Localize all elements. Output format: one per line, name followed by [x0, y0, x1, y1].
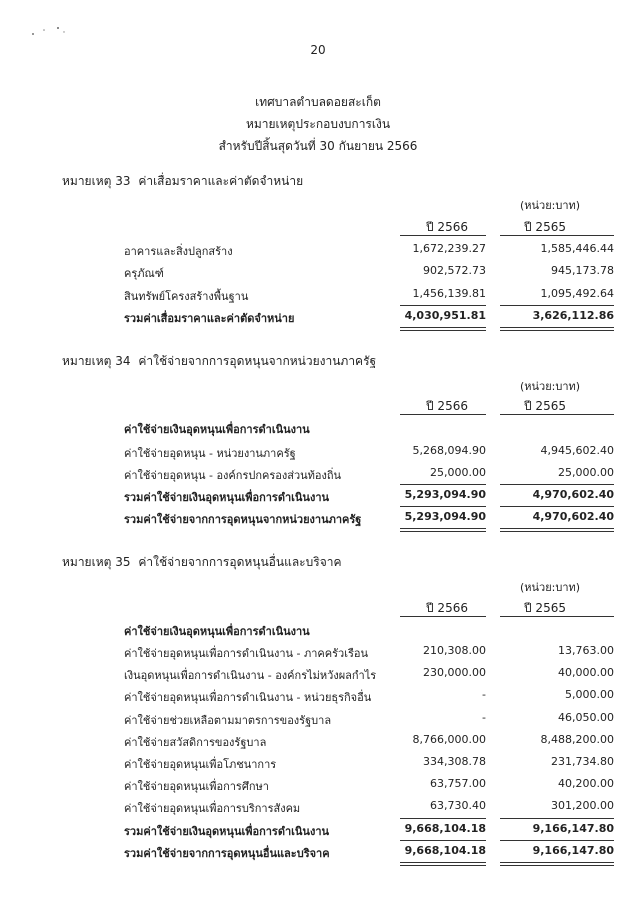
row-label: ครุภัณฑ์ [124, 267, 164, 280]
table-row [0, 733, 636, 751]
double-underline [400, 528, 486, 532]
value-2565: 40,200.00 [558, 777, 614, 790]
note-33-number: หมายเหตุ 33 [62, 174, 131, 188]
total-2565: 4,970,602.40 [532, 510, 614, 523]
total-label: รวมค่าใช้จ่ายจากการอุดหนุนจากหน่วยงานภาครัฐ [124, 513, 362, 526]
org-name: เทศบาลตำบลดอยสะเก็ต [255, 95, 381, 109]
row-label: ค่าใช้จ่ายสวัสดิการของรัฐบาล [124, 736, 267, 749]
value-2566: 230,000.00 [423, 666, 486, 679]
total-2565: 3,626,112.86 [532, 309, 614, 322]
table-row [0, 264, 636, 282]
total-row [0, 844, 636, 862]
row-label: ค่าใช้จ่ายอุดหนุนเพื่อโภชนาการ [124, 758, 277, 771]
value-2565: 301,200.00 [551, 799, 614, 812]
subtotal-row [0, 488, 636, 506]
note-33-unit: (หน่วย:บาท) [520, 199, 581, 212]
note-35-year-2565: ปี 2565 [524, 601, 566, 615]
note-35-subheading: ค่าใช้จ่ายเงินอุดหนุนเพื่อการดำเนินงาน [124, 625, 310, 638]
total-2566: 5,293,094.90 [404, 510, 486, 523]
row-label: อาคารและสิ่งปลูกสร้าง [124, 245, 233, 258]
total-row [0, 309, 636, 327]
row-label: ค่าใช้จ่ายอุดหนุน - องค์กรปกครองส่วนท้องถิ่น [124, 469, 342, 482]
header-underline [500, 414, 614, 415]
total-label: รวมค่าใช้จ่ายจากการอุดหนุนอื่นและบริจาค [124, 847, 330, 860]
header-underline [400, 235, 486, 236]
double-underline [400, 862, 486, 866]
value-2565: 945,173.78 [551, 264, 614, 277]
header-underline [500, 616, 614, 617]
subtotal-label: รวมค่าใช้จ่ายเงินอุดหนุนเพื่อการดำเนินงาน [124, 825, 330, 838]
page-number: 20 [310, 43, 326, 57]
sum-line [500, 506, 614, 507]
sum-line [400, 506, 486, 507]
note-34-year-2565: ปี 2565 [524, 399, 566, 413]
note-33-heading [62, 172, 303, 191]
row-label: ค่าใช้จ่ายอุดหนุนเพื่อการดำเนินงาน - ภาคครัวเรือน [124, 647, 369, 660]
value-2565: 1,095,492.64 [540, 287, 614, 300]
sum-line [400, 818, 486, 819]
value-2566: - [482, 711, 486, 724]
subtotal-label: รวมค่าใช้จ่ายเงินอุดหนุนเพื่อการดำเนินงาน [124, 491, 330, 504]
row-label: ค่าใช้จ่ายอุดหนุนเพื่อการดำเนินงาน - หน่วยธุรกิจอื่น [124, 691, 372, 704]
header-underline [400, 414, 486, 415]
table-row [0, 688, 636, 706]
table-row [0, 777, 636, 795]
header-underline [400, 616, 486, 617]
value-2566: 902,572.73 [423, 264, 486, 277]
value-2566: 210,308.00 [423, 644, 486, 657]
sum-line [400, 484, 486, 485]
note-35-title: ค่าใช้จ่ายจากการอุดหนุนอื่นและบริจาค [138, 555, 342, 569]
value-2565: 4,945,602.40 [540, 444, 614, 457]
value-2565: 231,734.80 [551, 755, 614, 768]
note-34-year-2566: ปี 2566 [426, 399, 468, 413]
note-35-year-2566: ปี 2566 [426, 601, 468, 615]
value-2566: - [482, 688, 486, 701]
row-label: ค่าใช้จ่ายช่วยเหลือตามมาตรการของรัฐบาล [124, 714, 332, 727]
note-34-title: ค่าใช้จ่ายจากการอุดหนุนจากหน่วยงานภาครัฐ [138, 354, 377, 368]
double-underline [500, 327, 614, 331]
value-2565: 25,000.00 [558, 466, 614, 479]
note-35-number: หมายเหตุ 35 [62, 555, 131, 569]
table-row [0, 466, 636, 484]
document-title: หมายเหตุประกอบงบการเงิน [245, 117, 391, 131]
sum-line [500, 484, 614, 485]
note-34-number: หมายเหตุ 34 [62, 354, 131, 368]
subtotal-row [0, 822, 636, 840]
total-2565: 9,166,147.80 [532, 844, 614, 857]
scan-specks [30, 22, 70, 42]
total-label: รวมค่าเสื่อมราคาและค่าตัดจำหน่าย [124, 312, 295, 325]
value-2566: 8,766,000.00 [412, 733, 486, 746]
subtotal-2565: 9,166,147.80 [532, 822, 614, 835]
value-2565: 1,585,446.44 [540, 242, 614, 255]
total-2566: 4,030,951.81 [404, 309, 486, 322]
table-row [0, 644, 636, 662]
note-33-year-2566: ปี 2566 [426, 220, 468, 234]
row-label: เงินอุดหนุนเพื่อการดำเนินงาน - องค์กรไม่หวังผลกำไร [124, 669, 377, 682]
note-33-year-2565: ปี 2565 [524, 220, 566, 234]
table-row [0, 242, 636, 260]
table-row [0, 711, 636, 729]
table-row [0, 755, 636, 773]
double-underline [400, 327, 486, 331]
row-label: สินทรัพย์โครงสร้างพื้นฐาน [124, 290, 249, 303]
note-35-heading [62, 553, 342, 572]
value-2566: 1,456,139.81 [412, 287, 486, 300]
note-33-title: ค่าเสื่อมราคาและค่าตัดจำหน่าย [138, 174, 304, 188]
sum-line [500, 818, 614, 819]
value-2565: 40,000.00 [558, 666, 614, 679]
subtotal-2566: 5,293,094.90 [404, 488, 486, 501]
value-2566: 1,672,239.27 [412, 242, 486, 255]
row-label: ค่าใช้จ่ายอุดหนุน - หน่วยงานภาครัฐ [124, 447, 296, 460]
note-34-subheading: ค่าใช้จ่ายเงินอุดหนุนเพื่อการดำเนินงาน [124, 423, 310, 436]
double-underline [500, 862, 614, 866]
row-label: ค่าใช้จ่ายอุดหนุนเพื่อการบริการสังคม [124, 802, 301, 815]
subtotal-2565: 4,970,602.40 [532, 488, 614, 501]
value-2566: 334,308.78 [423, 755, 486, 768]
sum-line [400, 305, 486, 306]
note-34-unit: (หน่วย:บาท) [520, 380, 581, 393]
total-2566: 9,668,104.18 [404, 844, 486, 857]
value-2566: 63,730.40 [430, 799, 486, 812]
value-2566: 25,000.00 [430, 466, 486, 479]
value-2566: 63,757.00 [430, 777, 486, 790]
value-2565: 46,050.00 [558, 711, 614, 724]
sum-line [500, 840, 614, 841]
table-row [0, 799, 636, 817]
value-2565: 8,488,200.00 [540, 733, 614, 746]
double-underline [500, 528, 614, 532]
header-underline [500, 235, 614, 236]
total-row [0, 510, 636, 528]
value-2566: 5,268,094.90 [412, 444, 486, 457]
sum-line [500, 305, 614, 306]
sum-line [400, 840, 486, 841]
note-34-heading [62, 352, 376, 371]
table-row [0, 287, 636, 305]
row-label: ค่าใช้จ่ายอุดหนุนเพื่อการศึกษา [124, 780, 269, 793]
subtotal-2566: 9,668,104.18 [404, 822, 486, 835]
note-35-unit: (หน่วย:บาท) [520, 581, 581, 594]
table-row [0, 666, 636, 684]
period-line: สำหรับปีสิ้นสุดวันที่ 30 กันยายน 2566 [218, 139, 418, 153]
value-2565: 13,763.00 [558, 644, 614, 657]
value-2565: 5,000.00 [565, 688, 614, 701]
table-row [0, 444, 636, 462]
